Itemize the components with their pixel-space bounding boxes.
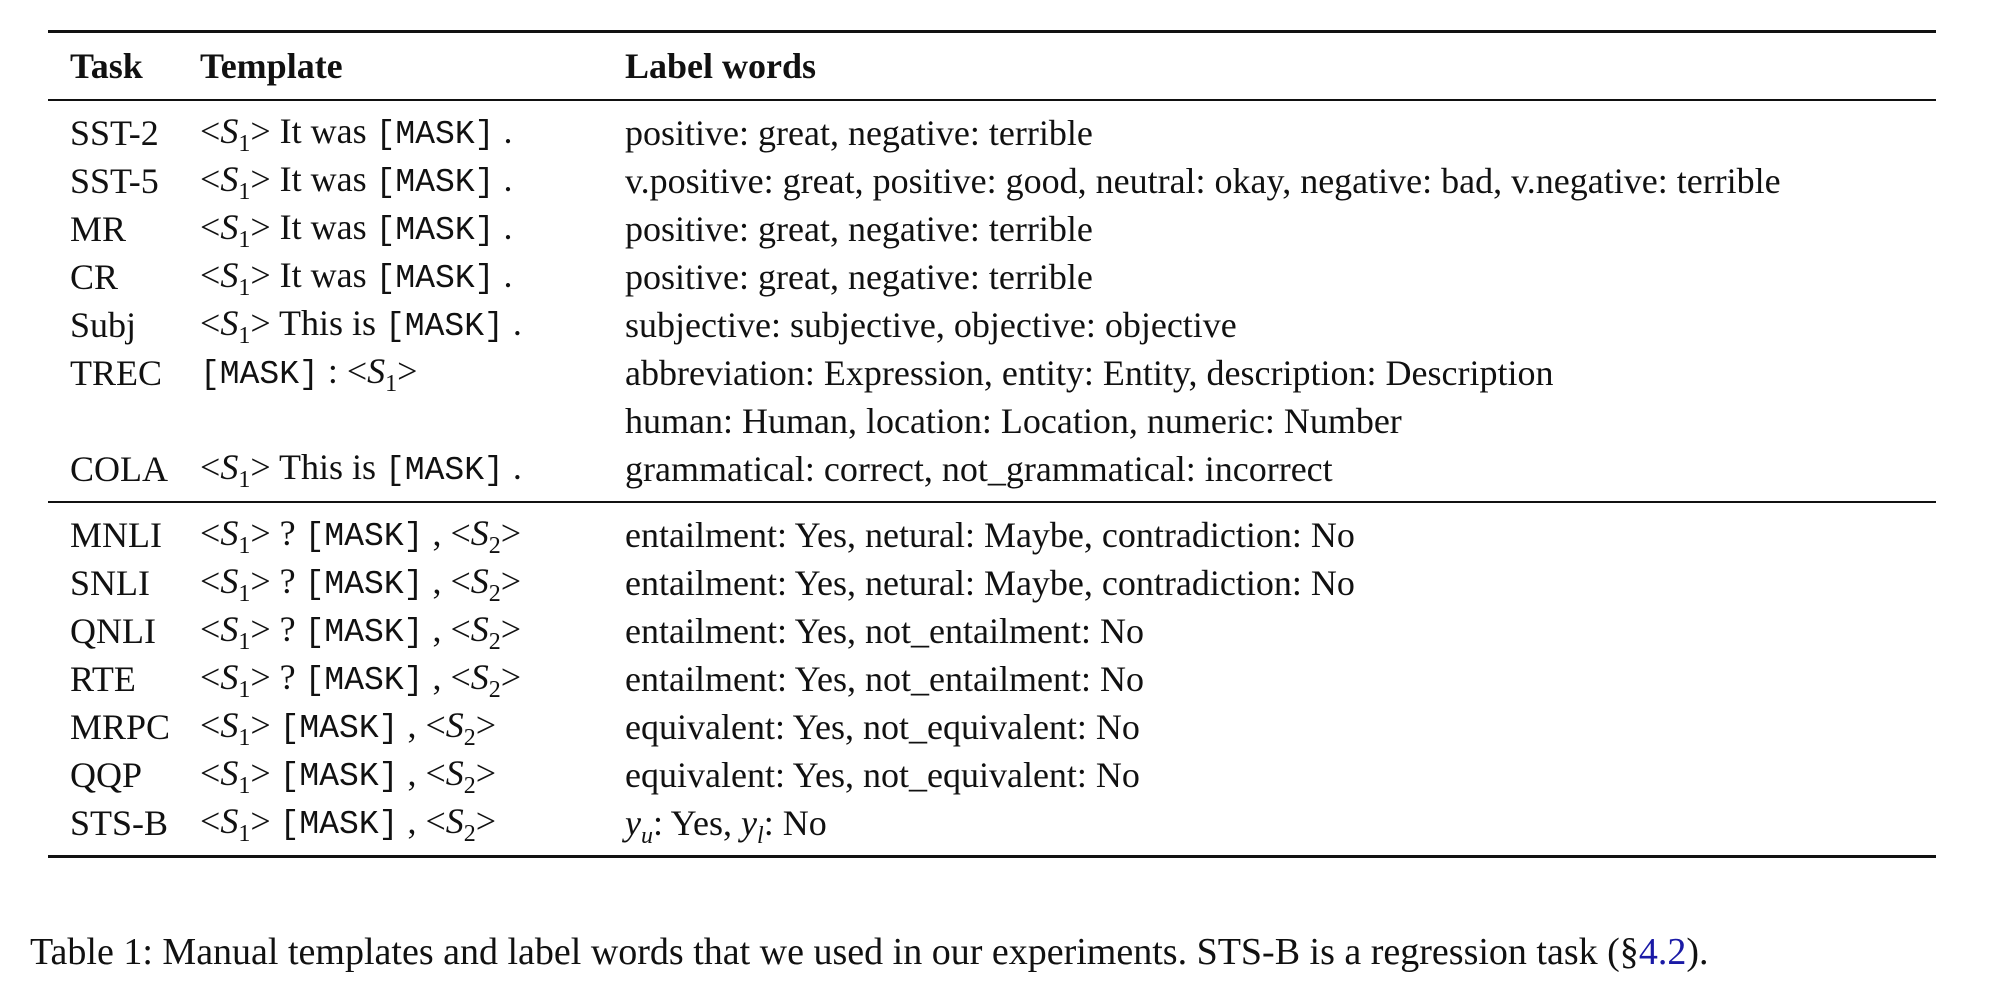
- mask-token: [MASK]: [304, 614, 424, 651]
- mask-token: [MASK]: [304, 518, 424, 555]
- table-row: [48, 511, 1936, 559]
- table-row: [48, 205, 1936, 253]
- label-words-cell: entailment: Yes, netural: Maybe, contradiction: No: [625, 563, 1355, 603]
- label-words-cell: $y_u$: Yes, $y_l$: No: [625, 803, 827, 849]
- label-words-cell: grammatical: correct, not_grammatical: incorrect: [625, 449, 1333, 489]
- task-cell: MR: [70, 209, 127, 249]
- template-cell: $<S_1> It$ was [MASK] .: [200, 207, 513, 253]
- mask-token: [MASK]: [279, 806, 399, 843]
- mask-token: [MASK]: [304, 662, 424, 699]
- task-cell: QQP: [70, 755, 143, 795]
- task-cell: SNLI: [70, 563, 150, 603]
- label-words-cell: entailment: Yes, not_entailment: No: [625, 659, 1144, 699]
- mask-token: [MASK]: [279, 758, 399, 795]
- template-cell: $<S_1>$ [MASK] , $<S_2>$: [200, 753, 497, 799]
- table-row: [48, 109, 1936, 157]
- template-cell: $<S_1>$ ? [MASK] , $<S_2>$: [200, 561, 522, 607]
- table-caption: [30, 928, 1980, 976]
- mask-token: [MASK]: [304, 566, 424, 603]
- label-words-cell: abbreviation: Expression, entity: Entity, description: Description: [625, 353, 1554, 393]
- task-cell: COLA: [70, 449, 168, 489]
- label-words-cell: equivalent: Yes, not_equivalent: No: [625, 755, 1140, 795]
- header-task: Task: [70, 46, 143, 86]
- template-cell: $<S_1>$ This is [MASK] .: [200, 303, 522, 349]
- table-row: [48, 799, 1936, 847]
- label-words-cell: v.positive: great, positive: good, neutral: okay, negative: bad, v.negative: terrible: [625, 161, 1781, 201]
- table-row: [48, 253, 1936, 301]
- table-row: [48, 703, 1936, 751]
- header-label-words: Label words: [625, 46, 817, 86]
- template-cell: [MASK] : $<S_1>$: [200, 351, 418, 397]
- mask-token: [MASK]: [385, 452, 504, 489]
- task-cell: SST-2: [70, 113, 159, 153]
- template-cell: $<S_1> It$ was [MASK] .: [200, 111, 513, 157]
- table-row: [48, 301, 1936, 349]
- table-row: [48, 349, 1936, 397]
- mask-token: [MASK]: [375, 212, 495, 249]
- label-words-cell: subjective: subjective, objective: objective: [625, 305, 1237, 345]
- table-row: [48, 607, 1936, 655]
- template-cell: $<S_1>$ [MASK] , $<S_2>$: [200, 705, 497, 751]
- template-cell: $<S_1>$ ? [MASK] , $<S_2>$: [200, 657, 522, 703]
- label-words-cell: entailment: Yes, not_entailment: No: [625, 611, 1144, 651]
- template-cell: $<S_1>$ ? [MASK] , $<S_2>$: [200, 609, 522, 655]
- template-cell: $<S_1>$ ? [MASK] , $<S_2>$: [200, 513, 522, 559]
- task-cell: MRPC: [70, 707, 171, 747]
- label-words-cell: entailment: Yes, netural: Maybe, contradiction: No: [625, 515, 1355, 555]
- table-row: [48, 445, 1936, 493]
- task-cell: QNLI: [70, 611, 156, 651]
- header-template: Template: [200, 46, 343, 86]
- mask-token: [MASK]: [279, 710, 399, 747]
- task-cell: SST-5: [70, 161, 159, 201]
- template-cell: $<S_1> It$ was [MASK] .: [200, 159, 513, 205]
- template-cell: $<S_1>$ This is [MASK] .: [200, 447, 522, 493]
- task-cell: CR: [70, 257, 119, 297]
- table-row: [48, 655, 1936, 703]
- caption-text: Table 1: Manual templates and label words that we used in our experiments. STS-B is a regression task (§: [30, 931, 1639, 973]
- task-cell: MNLI: [70, 515, 162, 555]
- template-cell: $<S_1> It$ was [MASK] .: [200, 255, 513, 301]
- mask-token: [MASK]: [375, 116, 495, 153]
- label-words-cell: positive: great, negative: terrible: [625, 257, 1093, 297]
- mask-token: [MASK]: [375, 164, 495, 201]
- task-cell: STS-B: [70, 803, 169, 843]
- sentence-pair-group: [48, 503, 1936, 855]
- mask-token: [MASK]: [375, 260, 495, 297]
- caption-tail: ).: [1686, 931, 1709, 973]
- table-row: [48, 751, 1936, 799]
- table-row: [48, 559, 1936, 607]
- table-header-row: [48, 33, 1936, 99]
- table-row: [48, 157, 1936, 205]
- section-ref-link[interactable]: 4.2: [1638, 931, 1687, 973]
- mask-token: [MASK]: [200, 356, 319, 393]
- label-words-cell: equivalent: Yes, not_equivalent: No: [625, 707, 1140, 747]
- bottom-rule: [48, 855, 1936, 858]
- task-cell: RTE: [70, 659, 136, 699]
- mask-token: [MASK]: [385, 308, 504, 345]
- task-cell: Subj: [70, 305, 137, 345]
- template-cell: $<S_1>$ [MASK] , $<S_2>$: [200, 801, 497, 847]
- label-words-cell: positive: great, negative: terrible: [625, 113, 1093, 153]
- task-cell: TREC: [70, 353, 163, 393]
- table-row-continuation: [48, 397, 1936, 445]
- results-table: [48, 30, 1936, 858]
- label-words-cell: human: Human, location: Location, numeric: Number: [625, 401, 1402, 441]
- label-words-cell: positive: great, negative: terrible: [625, 209, 1093, 249]
- single-sentence-group: [48, 101, 1936, 501]
